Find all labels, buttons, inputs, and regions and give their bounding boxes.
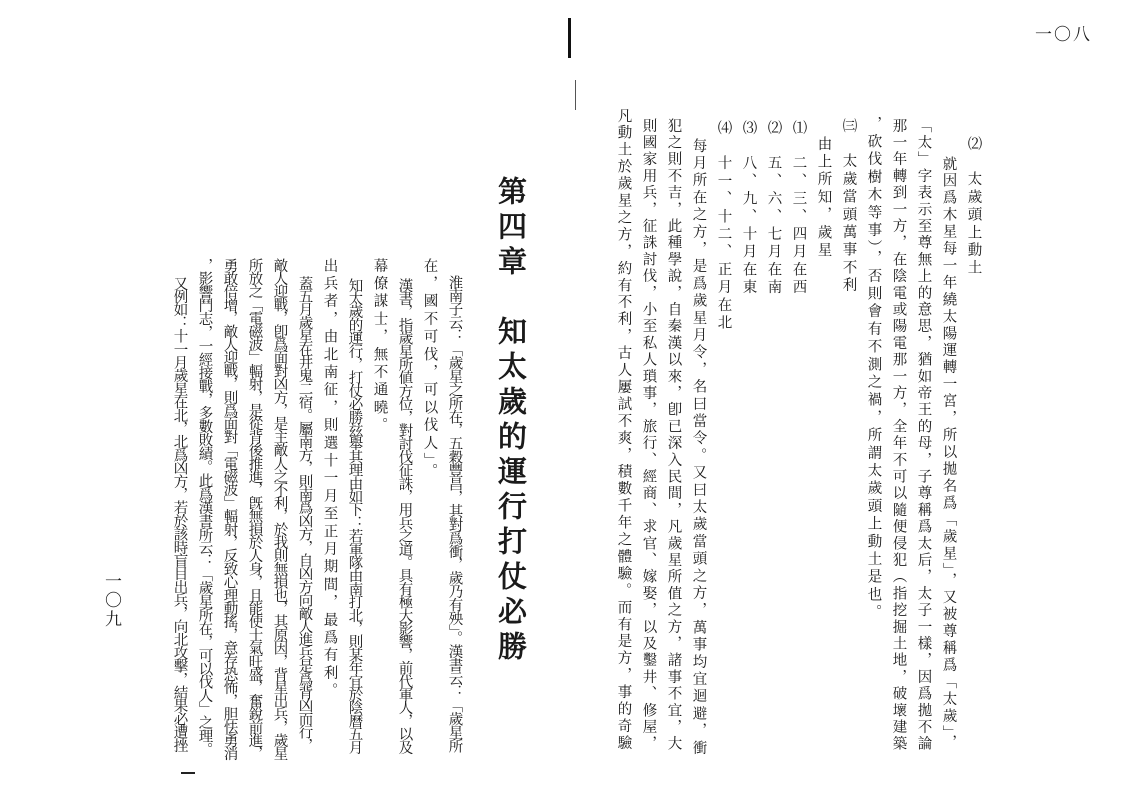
text-column-l5: 知太歲的運行，打仗必勝玆舉其理由如下：若軍隊由南打北，則某年宜於陰曆五月 [346,278,363,754]
text-column-l1: 淮南子云：「歲星之所在，五穀豐昌，其對爲衝，歲乃有殃」。漢書云：「歲星所 [446,275,463,752]
text-column-l9: 所放之「電磁波」輻射，是從背後推進，旣無損於人身，且能使士氣旺盛，奮銳前進， [246,258,263,760]
list-item-1: ⑴ 二、三、四月在西 [790,120,807,297]
text-column-r12: 每月所在之方，是爲歲星月令，名曰當令。又曰太歲當頭之方，萬事均宜迴避，衝 [690,138,707,758]
text-column-r5: ，砍伐樹木等事），否則會有不測之禍，所謂太歲頭上動土是也。 [865,116,882,623]
text-column-l7: 蓋五月歲星在井鬼二宿。屬南方，則南爲凶方，自凶方向敵人進兵是爲背凶而行， [296,276,313,752]
text-column-l11: ，影響鬥志，一經接戰，多數敗績。此爲漢書所云：「歲星所在，可以伐人」之理。 [196,258,213,756]
list-item-3: ⑶ 八、九、十月在東 [740,120,757,297]
page-number-right: 一〇八 [1035,25,1092,45]
text-column-r4: 那一年轉到一方，在陰電或陽電那一方，全年不可以隨便侵犯（指挖掘土地，破壞建築 [890,118,907,753]
text-column-r2: 就因爲木星每一年繞太陽運轉一宮，所以拋名爲「歲星」，又被尊稱爲「太歲」， [940,156,957,752]
chapter-title: 第四章 知太歲的運行打仗必勝 [494,176,528,666]
section-heading: ㈢ 太歲當頭萬事不利 [840,118,857,295]
text-column-l3: 漢書，指歲星所値方位，對討伐征誅，用兵之道。具有極大影響，前代軍人，以及 [396,278,413,754]
page-number-left: 一〇九 [101,572,121,629]
text-column-l12: 又例如：十一月歲星在北，北爲凶方，若於該時盲目出兵，向北攻擊，結果必遭挫 [171,276,188,752]
text-column-l10: 勇敢倍增，敵人迎戰，則爲面對「電磁波」輻射，反致心理動搖，意存恐怖，胆怯勇消 [221,258,238,760]
text-column-l2: 在，國不可伐，可以伐人」。 [421,258,438,481]
text-column-r3: 「太」字表示至尊無上的意思，猶如帝王的母，子尊稱爲太后，太子一樣，因爲拋不論 [915,118,932,753]
text-column-r14: 則國家用兵，征誅討伐，小至私人瑣事，旅行、經商、求官、嫁娶，以及鑿井、修屋， [640,118,657,753]
left-page [0,0,560,792]
text-column-l6: 出兵者，由北南征，則選十一月至正月期間，最爲有利。 [321,258,338,701]
text-column-l4: 幕僚謀士，無不通曉。 [371,258,388,435]
right-page [560,0,1121,792]
text-column-r13: 犯之則不吉，此種學說，自秦漢以來，卽已深入民間，凡歲星所值之方，諸事不宜，大 [665,118,682,753]
text-column-l8: 敵人迎戰，卽爲面對凶方，是主敵人之不利，於我則無損也，其原因，背星出兵，歲星 [271,258,288,760]
text-column-r15: 凡動土於歲星之方，約有不利，古人屢試不爽，積數千年之體驗。而有是方，事的奇驗 [615,108,632,753]
text-column-r7: 由上所知，歲星 [815,136,832,260]
list-item-4: ⑷ 十一、十二、正月在北 [715,120,732,333]
list-item-2: ⑵ 五、六、七月在南 [765,120,782,297]
text-column-r1: ⑵ 太歲頭上動土 [965,136,982,278]
